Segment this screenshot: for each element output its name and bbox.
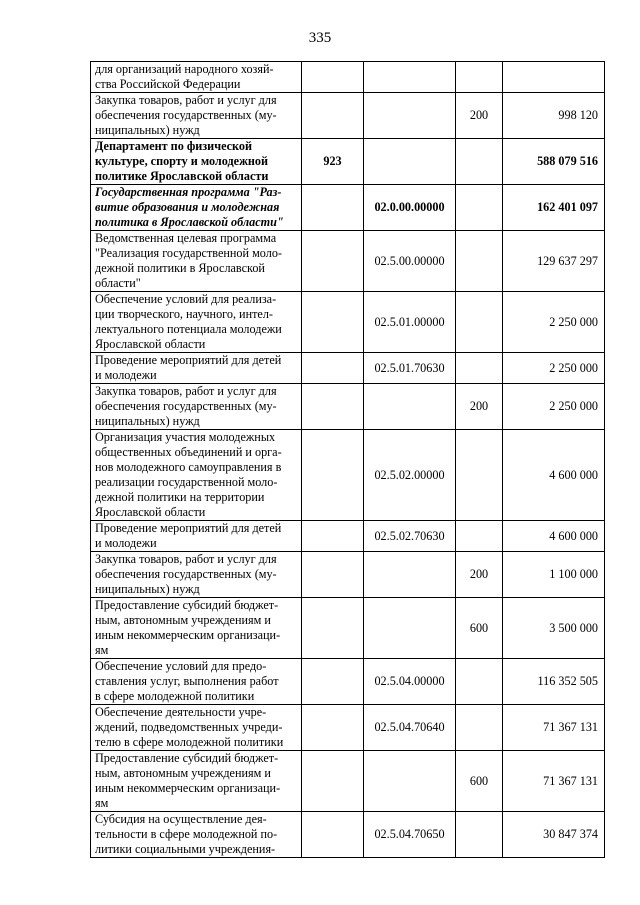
row-ministry-code: [302, 812, 364, 858]
row-expense-kind: 200: [456, 552, 503, 598]
row-expense-kind: [456, 139, 503, 185]
row-ministry-code: [302, 659, 364, 705]
row-expense-kind: [456, 353, 503, 384]
row-name: Обеспечение деятельности учре- ждений, подведомственных учреди- телю в сфере молодежной политики: [91, 705, 302, 751]
row-amount: 129 637 297: [503, 231, 605, 292]
row-ministry-code: [302, 751, 364, 812]
row-expense-kind: 600: [456, 598, 503, 659]
row-target-code: [364, 93, 456, 139]
row-ministry-code: [302, 384, 364, 430]
row-expense-kind: [456, 659, 503, 705]
row-target-code: 02.5.02.00000: [364, 430, 456, 521]
row-amount: 162 401 097: [503, 185, 605, 231]
table-row: [91, 812, 605, 858]
table-row: [91, 521, 605, 552]
row-amount: 998 120: [503, 93, 605, 139]
row-expense-kind: [456, 185, 503, 231]
row-target-code: [364, 139, 456, 185]
row-amount: 3 500 000: [503, 598, 605, 659]
row-name: Закупка товаров, работ и услуг для обеспечения государственных (му- ниципальных) нужд: [91, 552, 302, 598]
table-row: [91, 384, 605, 430]
row-target-code: 02.5.00.00000: [364, 231, 456, 292]
table-row: [91, 353, 605, 384]
row-amount: 116 352 505: [503, 659, 605, 705]
table-row: [91, 598, 605, 659]
row-ministry-code: [302, 521, 364, 552]
row-target-code: [364, 384, 456, 430]
row-name: Предоставление субсидий бюджет- ным, автономным учреждениям и иным некоммерческим организаци- ям: [91, 751, 302, 812]
row-ministry-code: [302, 292, 364, 353]
row-ministry-code: [302, 705, 364, 751]
row-target-code: 02.5.04.70650: [364, 812, 456, 858]
row-amount: 2 250 000: [503, 384, 605, 430]
row-name: для организаций народного хозяй- ства Российской Федерации: [91, 62, 302, 93]
row-expense-kind: [456, 705, 503, 751]
row-name: Предоставление субсидий бюджет- ным, автономным учреждениям и иным некоммерческим организаци- ям: [91, 598, 302, 659]
row-expense-kind: [456, 231, 503, 292]
row-amount: 30 847 374: [503, 812, 605, 858]
row-ministry-code: [302, 62, 364, 93]
table-row: [91, 62, 605, 93]
row-amount: [503, 62, 605, 93]
table-row: [91, 93, 605, 139]
row-name: Государственная программа "Раз- витие образования и молодежная политика в Ярославской области": [91, 185, 302, 231]
row-amount: 71 367 131: [503, 705, 605, 751]
row-amount: 71 367 131: [503, 751, 605, 812]
table-row: [91, 552, 605, 598]
row-ministry-code: [302, 430, 364, 521]
row-name: Проведение мероприятий для детей и молодежи: [91, 353, 302, 384]
row-target-code: 02.5.02.70630: [364, 521, 456, 552]
row-expense-kind: [456, 521, 503, 552]
budget-table-body: [91, 62, 605, 858]
row-target-code: 02.5.01.70630: [364, 353, 456, 384]
table-row: [91, 139, 605, 185]
row-amount: 1 100 000: [503, 552, 605, 598]
row-amount: 2 250 000: [503, 353, 605, 384]
row-name: Обеспечение условий для реализа- ции творческого, научного, интел- лектуального потенциала молодежи Ярославской области: [91, 292, 302, 353]
row-target-code: 02.5.04.00000: [364, 659, 456, 705]
row-name: Департамент по физической культуре, спорту и молодежной политике Ярославской области: [91, 139, 302, 185]
row-name: Закупка товаров, работ и услуг для обеспечения государственных (му- ниципальных) нужд: [91, 384, 302, 430]
row-expense-kind: 200: [456, 384, 503, 430]
row-expense-kind: [456, 62, 503, 93]
row-expense-kind: 600: [456, 751, 503, 812]
row-target-code: [364, 598, 456, 659]
table-row: [91, 659, 605, 705]
row-expense-kind: [456, 292, 503, 353]
row-target-code: 02.5.04.70640: [364, 705, 456, 751]
row-name: Обеспечение условий для предо- ставления услуг, выполнения работ в сфере молодежной политики: [91, 659, 302, 705]
table-row: [91, 185, 605, 231]
row-amount: 588 079 516: [503, 139, 605, 185]
row-name: Организация участия молодежных общественных объединений и орга- нов молодежного самоуправления в реализации государственной моло- дежной политики на территории Ярославской области: [91, 430, 302, 521]
row-ministry-code: [302, 93, 364, 139]
page-number: 335: [308, 30, 332, 46]
row-ministry-code: [302, 598, 364, 659]
row-target-code: 02.5.01.00000: [364, 292, 456, 353]
row-amount: 4 600 000: [503, 430, 605, 521]
row-name: Закупка товаров, работ и услуг для обеспечения государственных (му- ниципальных) нужд: [91, 93, 302, 139]
row-target-code: [364, 751, 456, 812]
table-row: [91, 705, 605, 751]
row-target-code: [364, 552, 456, 598]
row-amount: 2 250 000: [503, 292, 605, 353]
table-row: [91, 430, 605, 521]
row-name: Ведомственная целевая программа "Реализация государственной моло- дежной политики в Ярославской области": [91, 231, 302, 292]
row-ministry-code: [302, 552, 364, 598]
table-row: [91, 292, 605, 353]
row-expense-kind: [456, 430, 503, 521]
row-target-code: [364, 62, 456, 93]
row-name: Субсидия на осуществление дея- тельности в сфере молодежной по- литики социальными учреждения-: [91, 812, 302, 858]
row-ministry-code: 923: [302, 139, 364, 185]
row-name: Проведение мероприятий для детей и молодежи: [91, 521, 302, 552]
row-target-code: 02.0.00.00000: [364, 185, 456, 231]
table-row: [91, 751, 605, 812]
row-ministry-code: [302, 353, 364, 384]
row-amount: 4 600 000: [503, 521, 605, 552]
row-ministry-code: [302, 185, 364, 231]
row-expense-kind: 200: [456, 93, 503, 139]
table-row: [91, 231, 605, 292]
row-expense-kind: [456, 812, 503, 858]
budget-table: [90, 61, 605, 858]
row-ministry-code: [302, 231, 364, 292]
